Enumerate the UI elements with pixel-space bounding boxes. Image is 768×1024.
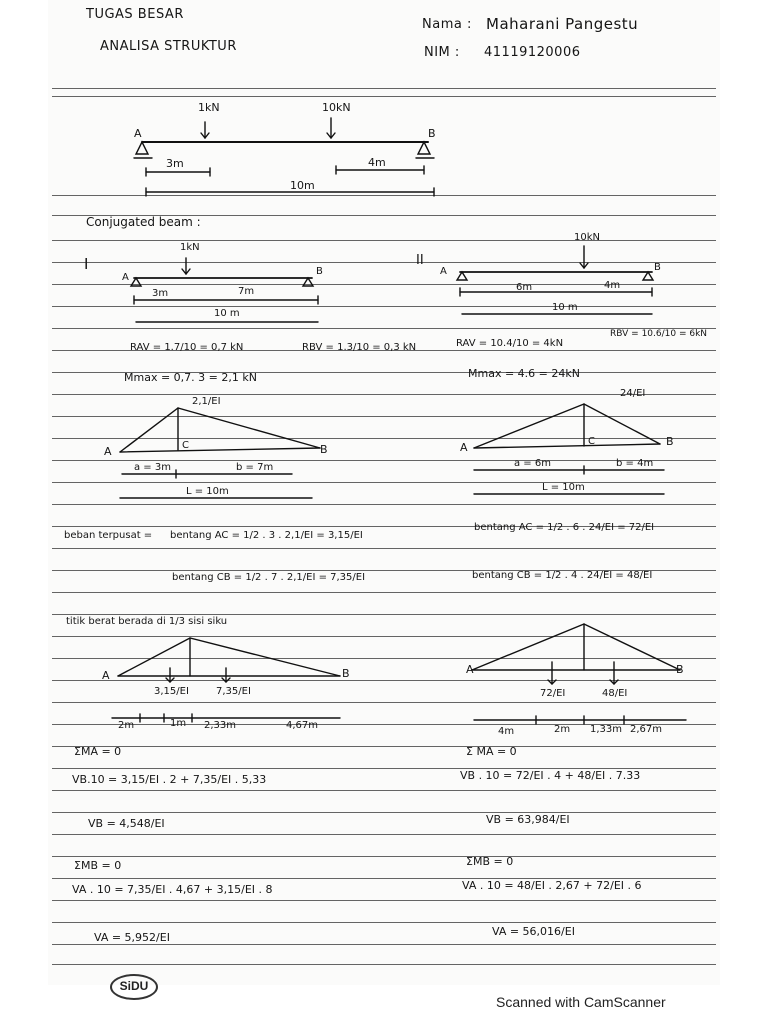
name-value: Maharani Pangestu	[486, 15, 639, 33]
case-1-b-len: b = 7m	[236, 462, 274, 473]
case-2-label: II	[416, 253, 424, 268]
diagram-2-b: B	[666, 435, 674, 448]
right-sum-ma: Σ MA = 0	[466, 745, 517, 758]
case-1-a: A	[122, 272, 129, 283]
case-2-rbv: RBV = 10.6/10 = 6kN	[610, 329, 708, 339]
sidu-logo: SiDU	[110, 974, 158, 1000]
left-va-eq: VA . 10 = 7,35/EI . 4,67 + 3,15/EI . 8	[72, 883, 273, 896]
camscanner-watermark: Scanned with CamScanner	[496, 994, 666, 1010]
nim-value: 41119120006	[484, 45, 581, 60]
case-1-rav: RAV = 1.7/10 = 0,7 kN	[130, 342, 244, 353]
case-2-c: C	[588, 436, 595, 447]
case-1-b: B	[316, 266, 323, 277]
diagram-1-b: B	[320, 443, 328, 456]
diagram-1-a: A	[104, 445, 112, 458]
case-1-rbv: RBV = 1.3/10 = 0,3 kN	[302, 342, 417, 353]
centroid-1-b: B	[342, 667, 350, 680]
right-va-eq: VA . 10 = 48/EI . 2,67 + 72/EI . 6	[462, 879, 642, 892]
centroid-2-d3: 1,33m	[590, 724, 623, 735]
centroid-2-d1: 4m	[498, 726, 515, 737]
case-2-d2: 4m	[604, 280, 621, 291]
dim-4m: 4m	[368, 156, 386, 169]
title-analisa-struktur: ANALISA STRUKTUR	[100, 39, 237, 54]
beban-label: beban terpusat =	[64, 530, 153, 541]
case-2-cb-load: bentang CB = 1/2 . 4 . 24/EI = 48/EI	[472, 570, 653, 581]
centroid-2-d4: 2,67m	[630, 724, 663, 735]
case-2-b-len: b = 4m	[616, 458, 654, 469]
centroid-2-b: B	[676, 663, 684, 676]
case-1-d2: 7m	[238, 286, 255, 297]
span-10m: 10m	[290, 179, 315, 192]
diagram-2-a: A	[460, 441, 468, 454]
centroid-1-d1: 2m	[118, 720, 135, 731]
case-1-ac-load: bentang AC = 1/2 . 3 . 2,1/EI = 3,15/EI	[170, 530, 363, 541]
title-tugas-besar: TUGAS BESAR	[86, 7, 184, 22]
centroid-2-f1: 72/EI	[540, 688, 566, 699]
left-sum-mb: ΣMB = 0	[74, 859, 122, 872]
left-vb: VB = 4,548/EI	[88, 817, 165, 830]
case-2-d1: 6m	[516, 282, 533, 293]
case-2-ac-load: bentang AC = 1/2 . 6 . 24/EI = 72/EI	[474, 522, 655, 533]
centroid-note: titik berat berada di 1/3 sisi siku	[66, 616, 228, 627]
load-10kn: 10kN	[322, 101, 351, 114]
case-2-load: 10kN	[574, 232, 600, 243]
case-2-a: A	[440, 266, 447, 277]
case-1-cb-load: bentang CB = 1/2 . 7 . 2,1/EI = 7,35/EI	[172, 572, 366, 583]
centroid-1-f1: 3,15/EI	[154, 686, 189, 697]
case-1-label: I	[84, 255, 89, 273]
case-2-a-len: a = 6m	[514, 458, 551, 469]
left-sum-ma: ΣMA = 0	[74, 745, 122, 758]
conjugated-heading: Conjugated beam :	[86, 215, 201, 229]
nim-label: NIM :	[424, 45, 460, 60]
point-b: B	[428, 127, 436, 140]
point-a: A	[134, 127, 142, 140]
case-1-load: 1kN	[180, 242, 200, 253]
centroid-1-d4: 4,67m	[286, 720, 319, 731]
name-label: Nama :	[422, 17, 472, 32]
case-1-peak: 2,1/EI	[192, 396, 221, 407]
case-2-mmax: Mmax = 4.6 = 24kN	[468, 367, 580, 380]
case-1-c: C	[182, 440, 189, 451]
case-2-b: B	[654, 262, 661, 273]
centroid-2-d2: 2m	[554, 724, 571, 735]
centroid-1-f2: 7,35/EI	[216, 686, 251, 697]
load-1kn: 1kN	[198, 101, 220, 114]
right-sum-mb: ΣMB = 0	[466, 855, 514, 868]
case-2-span: 10 m	[552, 302, 578, 313]
centroid-2-f2: 48/EI	[602, 688, 628, 699]
case-2-L: L = 10m	[542, 482, 585, 493]
case-1-a-len: a = 3m	[134, 462, 171, 473]
case-1-span: 10 m	[214, 308, 240, 319]
right-va: VA = 56,016/EI	[492, 925, 575, 938]
right-vb: VB = 63,984/EI	[486, 813, 570, 826]
case-1-mmax: Mmax = 0,7. 3 = 2,1 kN	[124, 371, 257, 384]
left-vb-eq: VB.10 = 3,15/EI . 2 + 7,35/EI . 5,33	[72, 773, 267, 786]
centroid-1-d2: 1m	[170, 718, 187, 729]
centroid-2-a: A	[466, 663, 474, 676]
left-va: VA = 5,952/EI	[94, 931, 170, 944]
case-2-peak: 24/EI	[620, 388, 646, 399]
centroid-1-a: A	[102, 669, 110, 682]
case-1-d1: 3m	[152, 288, 169, 299]
case-2-rav: RAV = 10.4/10 = 4kN	[456, 338, 564, 349]
right-vb-eq: VB . 10 = 72/EI . 4 + 48/EI . 7.33	[460, 769, 641, 782]
case-1-L: L = 10m	[186, 486, 229, 497]
centroid-1-d3: 2,33m	[204, 720, 237, 731]
dim-3m: 3m	[166, 157, 184, 170]
